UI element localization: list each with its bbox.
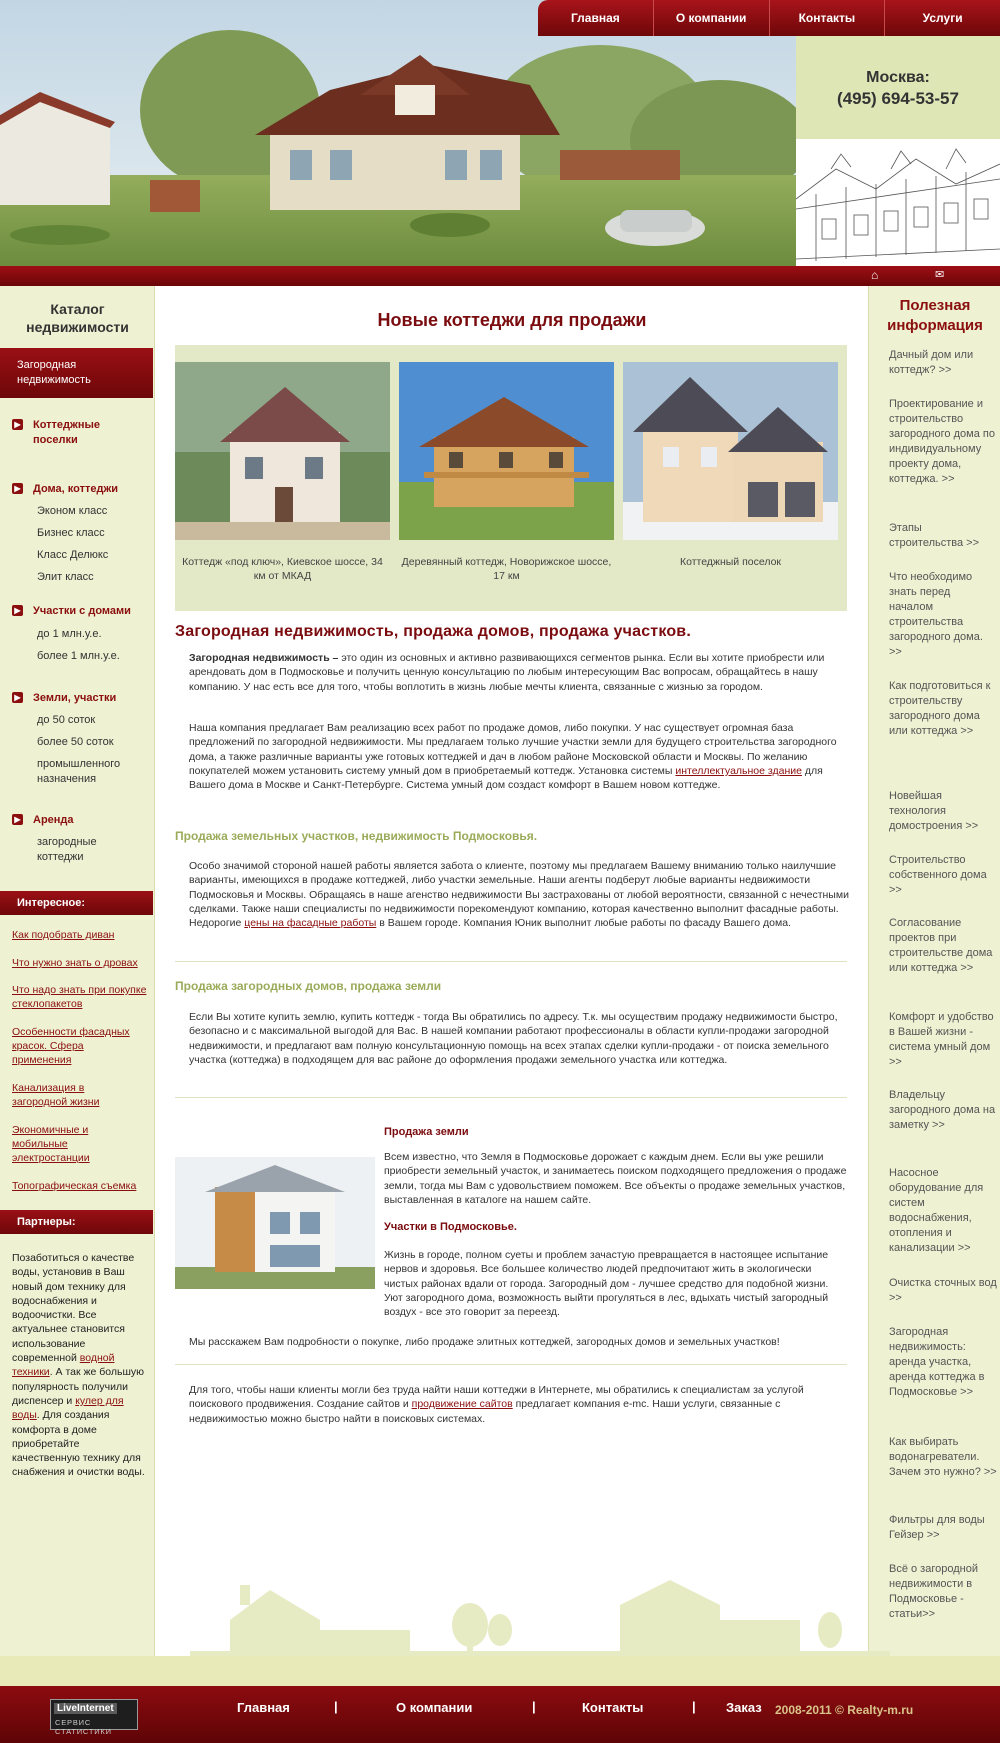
gallery-photo-turnkey-cottage[interactable] <box>175 362 390 540</box>
smart-building-link[interactable]: интеллектуальное здание <box>675 764 802 777</box>
useful-info-title: Полезная информация <box>887 297 983 334</box>
useful-link[interactable]: Новейшая технология домостроения >> <box>889 790 979 832</box>
nav-contacts[interactable]: Контакты <box>769 0 885 36</box>
useful-link[interactable]: Насосное оборудование для систем водоснабжения, отопления и канализации >> <box>889 1167 984 1254</box>
facade-prices-link[interactable]: цены на фасадные работы <box>244 917 377 930</box>
catalog-subitem[interactable]: более 50 соток <box>37 736 114 748</box>
catalog-group[interactable]: ▶ Аренда <box>12 813 74 828</box>
moscow-region-plots-heading: Участки в Подмосковье. <box>384 1221 517 1233</box>
partners-link-water-tech[interactable]: водной техники <box>12 1352 115 1379</box>
left-sidebar <box>0 286 155 1656</box>
catalog-subitem[interactable]: промышленного назначения <box>37 758 121 785</box>
seo-paragraph: Для того, чтобы наши клиенты могли без труда найти наши коттеджи в Интернете, мы обратились к специалистам за услугой поискового продвижения. Создание сайтов и продвижение сайтов предлагает компания e-mc. Наши услуги, связанные с недвижимостью можно быстро найти в поисковых системах. <box>189 1384 804 1425</box>
interesting-link[interactable]: Что нужно знать о дровах <box>12 957 138 969</box>
useful-link[interactable]: Как выбирать водонагреватели. Зачем это нужно? >> <box>889 1436 997 1478</box>
liveinternet-counter-badge[interactable]: LiveInternet СЕРВИС СТАТИСТИКИ <box>50 1699 138 1730</box>
hero-banner-image <box>0 0 796 266</box>
architectural-sketch-image <box>796 139 1000 266</box>
useful-link[interactable]: Очистка сточных вод >> <box>889 1277 997 1304</box>
catalog-subitem[interactable]: до 50 соток <box>37 714 96 726</box>
interesting-link[interactable]: Что надо знать при покупке стеклопакетов <box>12 984 147 1010</box>
divider <box>175 961 847 962</box>
mail-icon[interactable]: ✉ <box>935 269 945 281</box>
partners-header: Партнеры: <box>0 1210 153 1234</box>
catalog-subitem[interactable]: более 1 млн.у.е. <box>37 650 120 662</box>
useful-link[interactable]: Как подготовиться к строительству загородного дома или коттеджа >> <box>889 680 991 737</box>
catalog-subitem[interactable]: Класс Делюкс <box>37 549 109 561</box>
useful-link[interactable]: Фильтры для воды Гейзер >> <box>889 1514 985 1541</box>
footer-link-contacts[interactable]: Контакты <box>582 1700 644 1715</box>
copyright: 2008-2011 © Realty-m.ru <box>775 1703 914 1717</box>
footer-separator: | <box>334 1699 338 1714</box>
phone-city: Москва: <box>866 69 930 86</box>
useful-link[interactable]: Согласование проектов при строительстве дома или коттеджа >> <box>889 917 993 974</box>
header-bar <box>0 266 1000 286</box>
arrow-bullet-icon: ▶ <box>12 814 23 825</box>
footer-link-home[interactable]: Главная <box>237 1700 290 1715</box>
nav-home[interactable]: Главная <box>570 11 620 25</box>
footer-link-order[interactable]: Заказ <box>726 1700 762 1715</box>
gallery-photo-wooden-cottage[interactable] <box>399 362 614 540</box>
useful-link[interactable]: Дачный дом или коттедж? >> <box>889 349 974 376</box>
gallery-photo-cottage-village[interactable] <box>623 362 838 540</box>
arrow-bullet-icon: ▶ <box>12 692 23 703</box>
footer-link-about[interactable]: О компании <box>396 1700 473 1715</box>
divider <box>175 1097 847 1098</box>
catalog-group[interactable]: ▶ Коттеджные поселки <box>12 418 123 448</box>
divider <box>175 1364 847 1365</box>
main-content <box>156 286 868 1656</box>
useful-link[interactable]: Этапы строительства >> <box>889 522 980 549</box>
header <box>0 0 1000 282</box>
interesting-link[interactable]: Экономичные и мобильные электростанции <box>12 1124 90 1164</box>
useful-link[interactable]: Проектирование и строительство загородного дома по индивидуальному проекту дома, коттеджа. >> <box>889 398 995 485</box>
subheading-land-sale: Продажа земельных участков, недвижимость Подмосковья. <box>175 829 538 843</box>
section-heading: Загородная недвижимость, продажа домов, продажа участков. <box>175 623 691 640</box>
useful-link[interactable]: Всё о загородной недвижимости в Подмосковье - статьи>> <box>889 1563 978 1620</box>
catalog-group[interactable]: ▶ Дома, коттеджи <box>12 482 118 497</box>
catalog-title: Каталог недвижимости <box>26 301 129 335</box>
catalog-subitem[interactable]: Элит класс <box>37 571 94 583</box>
gallery-caption: Коттедж «под ключ», Киевское шоссе, 34 км от МКАД <box>182 556 383 582</box>
useful-link[interactable]: Комфорт и удобство в Вашей жизни - система умный дом >> <box>889 1011 994 1068</box>
intro-paragraph: Загородная недвижимость – это один из основных и активно развивающихся сегментов рынка. Если вы хотите приобрести или арендовать дом в Подмосковье и получить ценную консультацию по любым интересующим Вас вопросам, обращайтесь в нашу компанию. У нас есть все для того, чтобы воплотить в жизнь любые мечты клиента, связанные с жизнью за городом. <box>189 652 825 693</box>
catalog-selected-item[interactable]: Загородная недвижимость <box>0 348 153 398</box>
gallery-caption: Коттеджный поселок <box>679 556 782 568</box>
land-sale-house-photo <box>175 1157 375 1289</box>
phone-box <box>796 36 1000 139</box>
catalog-group[interactable]: ▶ Земли, участки <box>12 691 116 706</box>
interesting-link[interactable]: Как подобрать диван <box>12 929 115 941</box>
useful-link[interactable]: Что необходимо знать перед началом строительства загородного дома. >> <box>889 571 983 658</box>
client-care-paragraph: Особо значимой стороной нашей работы является забота о клиенте, поэтому мы предлагаем Вашему вниманию только наилучшие варианты, имеющихся в продаже коттеджей, либо участки земельные. Наши агенты подберут любые варианты недвижимости Подмосковья и Москвы. Обращаясь в наше агенство недвижимости Вы застрахованы от любой вероятности, связанной с нечестными сделками. Также наши специалисты по недвижимости порекомендуют компанию, которая качественно выполнит фасадные работы. Недорогие цены на фасадные работы в Вашем городе. Компания Юник выполнит любые работы по фасаду Вашего дома. <box>189 860 849 930</box>
site-promotion-link[interactable]: продвижение сайтов <box>411 1398 513 1411</box>
top-navigation <box>538 0 1000 36</box>
nav-services[interactable]: Услуги <box>884 0 1000 36</box>
interesting-header: Интересное: <box>0 891 153 915</box>
home-icon[interactable]: ⌂ <box>871 268 879 282</box>
catalog-subitem[interactable]: Бизнес класс <box>37 527 105 539</box>
purchase-paragraph: Если Вы хотите купить землю, купить коттедж - тогда Вы обратились по адресу. Т.к. мы осуществим продажу недвижимости быстро, безопасно и с максимальной выгодой для Вас. В нашей компании работают профессионалы в области купли-продажи загородной недвижимости, и предлагают вам полную консультационную помощь на всех этапах сделки купли-продажи - от поиска земельного участка (коттеджа) в подходящем для вас районе до оформления продажи земельного участка или коттеджа. <box>189 1011 838 1066</box>
cottage-gallery <box>175 345 847 611</box>
arrow-bullet-icon: ▶ <box>12 419 23 430</box>
catalog-subitem[interactable]: Эконом класс <box>37 505 108 517</box>
partners-text: Позаботиться о качестве воды, установив в Ваш новый дом технику для водоснабжения и водоочистки. Все актуальнее становится использование современной водной техники. А так же большую популярность получили диспенсер и кулер для воды. Для создания комфорта в доме приобретайте качественную технику для снабжения и очистки воды. <box>12 1252 145 1479</box>
moscow-region-plots-paragraph: Жизнь в городе, полном суеты и проблем зачастую превращается в настоящее испытание нервов и здоровья. Все большее количество людей предпочитают жить в экологически чистых районах вдали от города. Загородный дом - лучшее средство для подобной жизни. Уют загородного дома, возможность выйти прогуляться в лес, вдыхать чистый загородный воздух - все это говорит за переезд. <box>384 1249 829 1319</box>
interesting-link[interactable]: Канализация в загородной жизни <box>12 1082 100 1108</box>
closing-paragraph: Мы расскажем Вам подробности о покупке, либо продаже элитных коттеджей, загородных домов и земельных участков! <box>189 1336 780 1348</box>
land-sale-heading: Продажа земли <box>384 1126 469 1138</box>
useful-link[interactable]: Загородная недвижимость: аренда участка, аренда коттеджа в Подмосковье >> <box>889 1326 985 1398</box>
village-silhouette-decoration <box>190 1575 890 1657</box>
subheading-house-sale: Продажа загородных домов, продажа земли <box>175 979 442 993</box>
interesting-link[interactable]: Топографическая съемка <box>12 1180 137 1192</box>
catalog-subitem[interactable]: до 1 млн.у.е. <box>37 628 102 640</box>
page-title: Новые коттеджи для продажи <box>377 310 647 330</box>
catalog-subitem[interactable]: загородные коттеджи <box>37 836 97 863</box>
arrow-bullet-icon: ▶ <box>12 483 23 494</box>
arrow-bullet-icon: ▶ <box>12 605 23 616</box>
phone-number: (495) 694-53-57 <box>837 89 959 108</box>
services-paragraph: Наша компания предлагает Вам реализацию всех работ по продаже домов, либо покупки. У нас существует огромная база предложений по загородной недвижимости. Мы предлагаем только лучшие участки земли для будущего строительства загородного дома, а также различные варианты уже готовых коттеджей и дач в любом районе Московской области и Москвы. По желанию покупателей можем установить систему умный дом в приобретаемый коттедж. Установка системы интеллектуальное здание для Вашего дома в Москве и Санкт-Петербурге. Система умный дом создаст комфорт в Вашем новом коттедже. <box>189 722 837 792</box>
right-sidebar <box>868 286 1000 1656</box>
nav-about[interactable]: О компании <box>653 0 769 36</box>
footer-separator: | <box>532 1699 536 1714</box>
land-sale-paragraph: Всем известно, что Земля в Подмосковье дорожает с каждым днем. Если вы уже решили приобрести земельный участок, и занимаетесь поиском подходящего предложения о продаже земли, тогда мы Вам с удовольствием поможем. Все объекты о продаже земельных участков, выставленная в каталоге на нашем сайте. <box>384 1151 847 1206</box>
useful-link[interactable]: Строительство собственного дома >> <box>889 854 987 896</box>
partners-link-cooler[interactable]: кулер для воды <box>12 1394 124 1422</box>
useful-link[interactable]: Владельцу загородного дома на заметку >> <box>889 1089 996 1131</box>
interesting-link[interactable]: Особенности фасадных красок. Сфера применения <box>12 1026 130 1066</box>
catalog-group[interactable]: ▶ Участки с домами <box>12 604 131 619</box>
gallery-caption: Деревянный коттедж, Новорижское шоссе, 17 км <box>401 556 612 582</box>
footer-band <box>0 1656 1000 1686</box>
footer-separator: | <box>692 1699 696 1714</box>
